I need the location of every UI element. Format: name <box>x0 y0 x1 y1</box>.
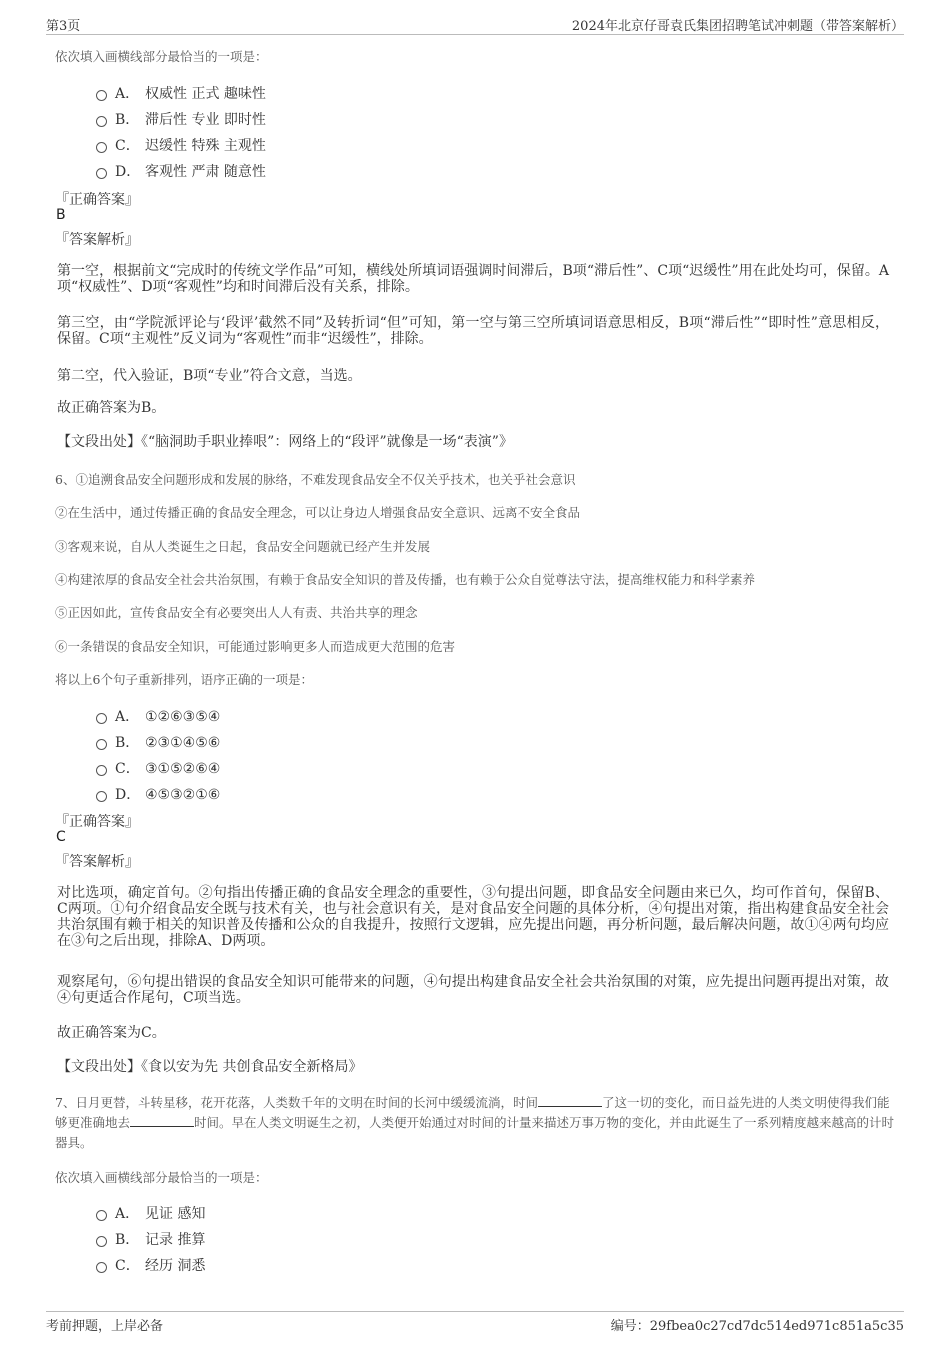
q5-option-d[interactable]: D． 客观性 严肃 随意性 <box>96 161 266 181</box>
radio-icon[interactable] <box>96 142 107 153</box>
q5-analysis-conclusion: 故正确答案为B。 <box>57 400 166 416</box>
q5-answer-label: 『正确答案』 <box>55 192 139 208</box>
q6-option-c[interactable]: C． ③①⑤②⑥④ <box>96 758 220 778</box>
q6-sentence: ⑤正因如此，宣传食品安全有必要突出人人有责、共治共享的理念 <box>55 605 418 620</box>
q7-option-b[interactable]: B． 记录 推算 <box>96 1229 205 1249</box>
q7-prompt: 依次填入画横线部分最恰当的一项是： <box>55 1170 268 1185</box>
page-header <box>46 12 904 35</box>
footer-slogan: 考前押题，上岸必备 <box>46 1319 164 1334</box>
q6-analysis-conclusion: 故正确答案为C。 <box>57 1025 166 1041</box>
q6-answer: C <box>56 829 66 845</box>
page-number: 第3页 <box>46 19 81 34</box>
radio-icon[interactable] <box>96 739 107 750</box>
document-title: 2024年北京仔哥袁氏集团招聘笔试冲刺题（带答案解析） <box>571 19 904 34</box>
q5-analysis-label: 『答案解析』 <box>55 232 139 248</box>
q6-sentence: ⑥一条错误的食品安全知识，可能通过影响更多人而造成更大范围的危害 <box>55 639 456 654</box>
q6-analysis-paragraph: 对比选项，确定首句。②句指出传播正确的食品安全理念的重要性，③句提出问题，即食品安全问题由来已久，均可作首句，保留B、C两项。①句介绍食品安全既与技术有关，也与社会意识有关，是对食品安全问题的具体分析，④句提出对策，指出构建食品安全社会共治氛围有赖于相关的知识普及传播和公众的自我提升，按照行文逻辑，应先提出问题，再分析问题，最后解决问题，故①④两句均应在③句之后出现，排除A、D两项。 <box>57 885 889 949</box>
q6-option-d[interactable]: D． ④⑤③②①⑥ <box>96 784 220 804</box>
q6-option-a[interactable]: A． ①②⑥③⑤④ <box>96 706 220 726</box>
radio-icon[interactable] <box>96 791 107 802</box>
radio-icon[interactable] <box>96 90 107 101</box>
q7-option-c[interactable]: C． 经历 洞悉 <box>96 1255 205 1275</box>
q6-answer-label: 『正确答案』 <box>55 814 139 830</box>
q5-option-c[interactable]: C． 迟缓性 特殊 主观性 <box>96 135 266 155</box>
q6-prompt: 将以上6个句子重新排列，语序正确的一项是： <box>55 672 313 687</box>
radio-icon[interactable] <box>96 1210 107 1221</box>
q5-source: 【文段出处】《“脑洞助手职业捧哏”：网络上的“段评”就像是一场“表演”》 <box>57 434 513 450</box>
document-id: 编号：29fbea0c27cd7dc514ed971c851a5c35 <box>610 1319 904 1334</box>
q6-analysis-label: 『答案解析』 <box>55 854 139 870</box>
q5-prompt: 依次填入画横线部分最恰当的一项是： <box>55 49 268 64</box>
fill-blank <box>130 1115 194 1127</box>
q5-analysis-paragraph: 第二空，代入验证，B项“专业”符合文意，当选。 <box>57 368 362 384</box>
radio-icon[interactable] <box>96 765 107 776</box>
q7-stem: 7、日月更替，斗转星移，花开花落，人类数千年的文明在时间的长河中缓缓流淌，时间 了这一切的变化，而日益先进的人类文明使得我们能够更准确地去 时间。早在人类文明诞生之初，人类便开始通过对时间的计量来描述万事万物的变化，并由此诞生了一系列精度越来越高的计时器具。 <box>55 1095 895 1150</box>
q6-analysis-paragraph: 观察尾句，⑥句提出错误的食品安全知识可能带来的问题，④句提出构建食品安全社会共治氛围的对策，应先提出问题再提出对策，故④句更适合作尾句，C项当选。 <box>57 974 889 1006</box>
q6-source: 【文段出处】《食以安为先 共创食品安全新格局》 <box>57 1059 363 1075</box>
q6-sentence: ④构建浓厚的食品安全社会共治氛围，有赖于食品安全知识的普及传播，也有赖于公众自觉尊法守法，提高维权能力和科学素养 <box>55 572 756 587</box>
fill-blank <box>538 1095 602 1107</box>
q7-option-a[interactable]: A． 见证 感知 <box>96 1203 205 1223</box>
q6-sentence: ②在生活中，通过传播正确的食品安全理念，可以让身边人增强食品安全意识、远离不安全食品 <box>55 505 581 520</box>
q6-sentence: 6、①追溯食品安全问题形成和发展的脉络，不难发现食品安全不仅关乎技术，也关乎社会意识 <box>55 472 576 487</box>
q5-option-a[interactable]: A． 权威性 正式 趣味性 <box>96 83 266 103</box>
q5-analysis-paragraph: 第一空，根据前文“完成时的传统文学作品”可知，横线处所填词语强调时间滞后，B项“滞后性”、C项“迟缓性”用在此处均可，保留。A项“权威性”、D项“客观性”均和时间滞后没有关系，排除。 <box>57 263 889 295</box>
radio-icon[interactable] <box>96 713 107 724</box>
radio-icon[interactable] <box>96 1262 107 1273</box>
q6-option-b[interactable]: B． ②③①④⑤⑥ <box>96 732 220 752</box>
page-footer <box>46 1311 904 1334</box>
q5-analysis-paragraph: 第三空，由“学院派评论与‘段评’截然不同”及转折词“但”可知，第一空与第三空所填词语意思相反，B项“滞后性”“即时性”意思相反，保留。C项“主观性”反义词为“客观性”而非“迟缓性”，排除。 <box>57 315 889 347</box>
q5-option-b[interactable]: B． 滞后性 专业 即时性 <box>96 109 266 129</box>
radio-icon[interactable] <box>96 1236 107 1247</box>
q5-answer: B <box>56 207 66 223</box>
radio-icon[interactable] <box>96 168 107 179</box>
q6-sentence: ③客观来说，自从人类诞生之日起，食品安全问题就已经产生并发展 <box>55 539 431 554</box>
radio-icon[interactable] <box>96 116 107 127</box>
